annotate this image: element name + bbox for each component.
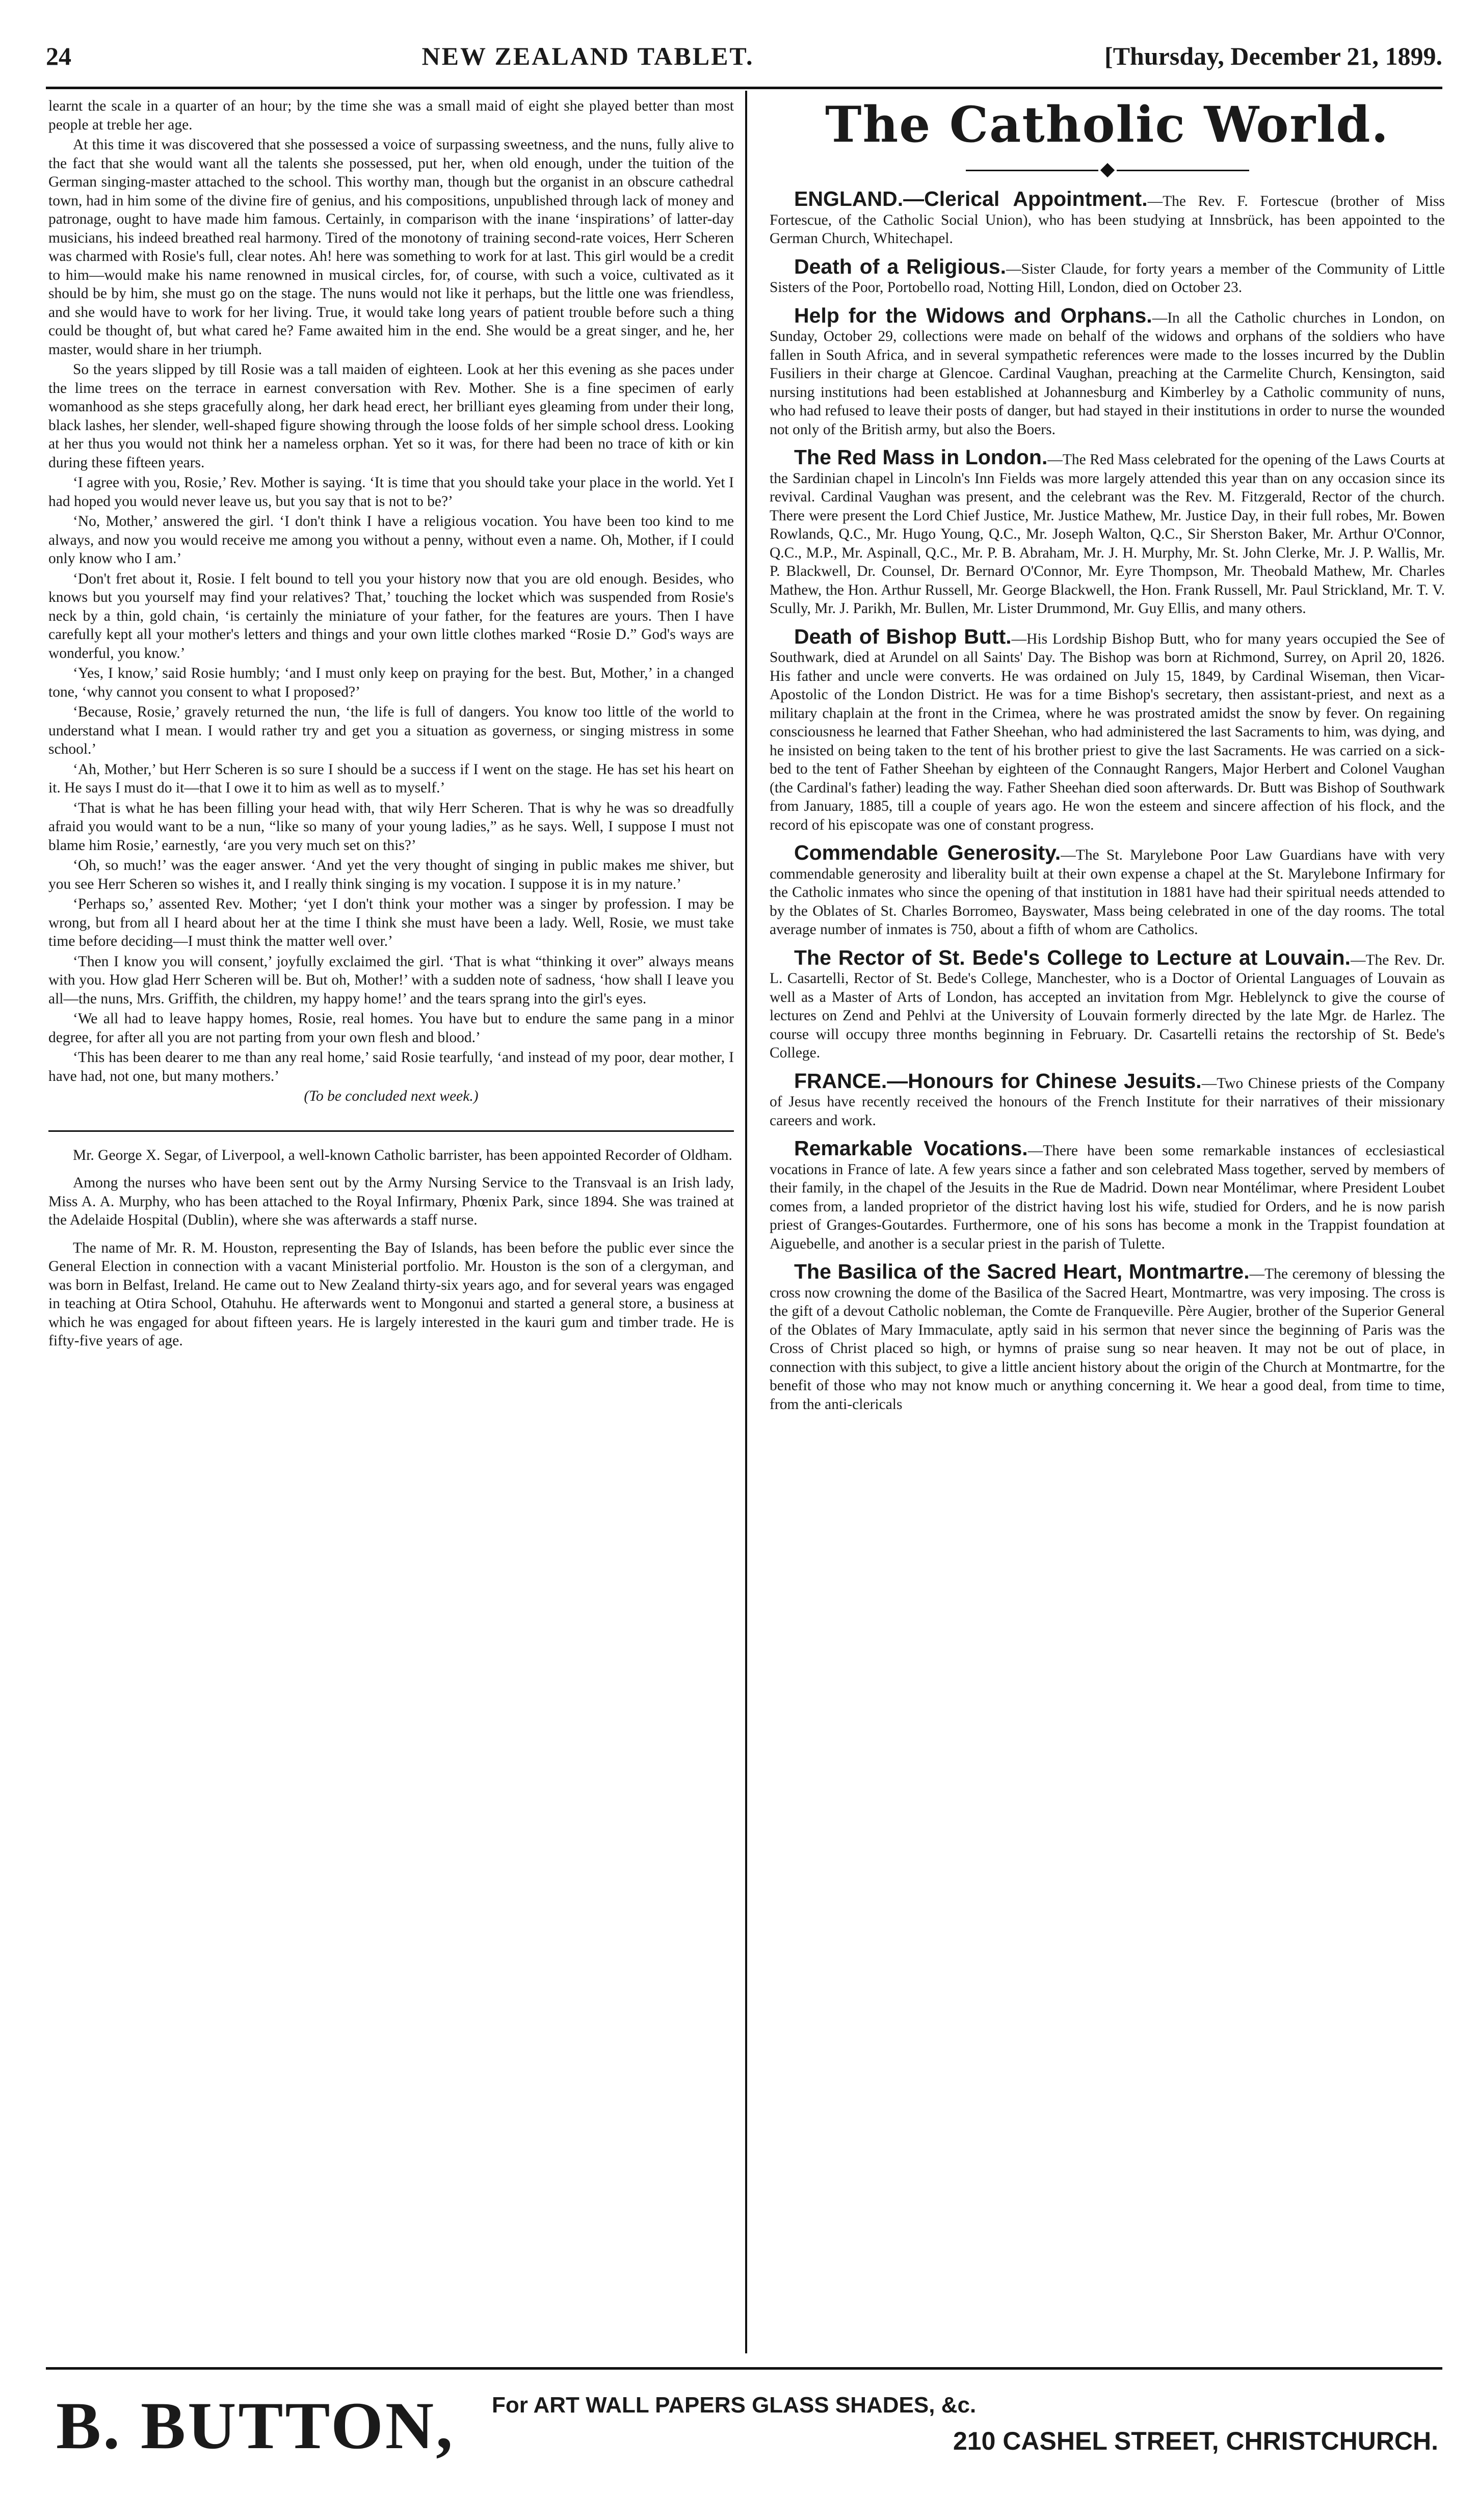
section-separator [48,1130,734,1132]
news-item-heading: Commendable Generosity. [794,841,1061,864]
news-item [770,945,1445,1063]
news-item-body: —The St. Marylebone Poor Law Guardians have with very commendable generosity and liberality built at their own expense a chapel at the St. Marylebone Infirmary for the Catholic inmates who since the opening of that institution in 1881 have had their spiritual needs attended to by the Oblates of St. Charles Borromeo, Bayswater, Mass being celebrated in one of the day rooms. The total average number of inmates is 750, about a fifth of whom are Catholics. [770,847,1445,938]
news-item [770,624,1445,835]
news-item-body: —The Rev. F. Fortescue (brother of Miss Fortescue, of the Catholic Social Union), who has been studying at Innsbrück, has been appointed to the German Church, Whitechapel. [770,193,1445,247]
story-paragraph: ‘Because, Rosie,’ gravely returned the nun, ‘the life is full of dangers. You know too little of the world to understand what I mean. I would rather try and get you a situation as governess, or singing mistress in some school.’ [48,704,734,757]
story-paragraph: ‘Ah, Mother,’ but Herr Scheren is so sure I should be a success if I went on the stage. He has set his heart on it. He says I must do it—that I owe it to him as well as to myself.’ [48,761,734,796]
news-item [770,254,1445,297]
title-ornament [770,165,1445,175]
news-item-heading: The Basilica of the Sacred Heart, Montmartre. [794,1260,1250,1283]
news-item-heading: The Rector of St. Bede's College to Lecture at Louvain. [794,945,1351,969]
advertiser-address: 210 CASHEL STREET, CHRISTCHURCH. [953,2427,1439,2455]
news-item-heading: Death of Bishop Butt. [794,624,1012,648]
ornament-line [1117,170,1249,171]
advertiser-name: B. BUTTON, [56,2388,455,2463]
news-item-heading: Death of a Religious. [794,254,1006,278]
news-item-body: —His Lordship Bishop Butt, who for many years occupied the See of Southwark, died at Arundel on all Saints' Day. The Bishop was born at Richmond, Surrey, on April 20, 1826. His father and uncle were converts. He was ordained on July 15, 1849, by Cardinal Wiseman, then Vicar-Apostolic of the London District. He was for a time Bishop's secretary, then assistant-priest, and next as a military chaplain at the front in the Crimea, where he was prostrated amidst the snow by fever. On regaining consciousness he learned that Father Sheehan, who had administered the last Sacraments to him, was dying, and he insisted on being taken to the tent of his brother priest to give the last Sacraments. He was carried on a sick-bed to the tent of Father Sheehan by eighteen of the Connaught Rangers, Major Herbert and Colonel Vaughan (the Cardinal's father) leading the way. Father Sheehan died soon afterwards. Dr. Butt was Bishop of Southwark from January, 1885, till a couple of years ago. He won the esteem and sincere affection of his flock, and the record of his episcopate was one of constant progress. [770,630,1445,833]
news-item [770,843,1445,939]
advertisement-tagline: For ART WALL PAPERS GLASS SHADES, &c. [492,2393,977,2418]
news-item [770,1069,1445,1130]
page-number: 24 [46,42,71,70]
story-paragraph: ‘Perhaps so,’ assented Rev. Mother; ‘yet I don't think your mother was a singer by profession. I may be wrong, but from all I heard about her at the time I think she must have been a lady. Well, Rosie, we must take time before deciding—I must think the matter well over.’ [48,896,734,949]
news-item-body: —The Red Mass celebrated for the opening of the Laws Courts at the Sardinian chapel in Lincoln's Inn Fields was more largely attended this year than on any occasion since its revival. Cardinal Vaughan was present, and the celebrant was the Rev. M. Fitzgerald, Rector of the church. There were present the Lord Chief Justice, Mr. Justice Mathew, Mr. Justice Day, in their full robes, Mr. Bowen Rowlands, Q.C., Mr. Hugo Young, Q.C., Mr. Joseph Walton, Q.C., Sir Sherston Baker, Mr. Arthur O'Connor, Q.C., M.P., Mr. Aspinall, Q.C., Mr. P. B. Abraham, Mr. J. H. Murphy, Mr. St. John Clerke, Mr. J. P. Wallis, Mr. P. Blackwell, Dr. Counsel, Dr. Bernard O'Connor, Mr. Eyre Thompson, Mr. Theobald Mathew, Mr. Charles Mathew, the Hon. Arthur Russell, Mr. George Blackwell, the Hon. Frank Russell, Mr. Paul Strickland, Mr. T. V. Scully, Mr. J. Parikh, Mr. Bullen, Mr. Lister Drummond, Mr. Guy Ellis, and many others. [770,452,1445,617]
header-rule [46,87,1442,89]
story-paragraph: ‘Oh, so much!’ was the eager answer. ‘And yet the very thought of singing in public makes me shiver, but you see Herr Scheren so wishes it, and I really think singing is my vocation. I suppose it is in my nature.’ [48,857,734,892]
news-item [770,1262,1445,1414]
news-item [770,187,1445,248]
news-item-body: —Sister Claude, for forty years a member of the Community of Little Sisters of the Poor, Portobello road, Notting Hill, London, died on October 23. [770,260,1445,296]
news-item-heading: FRANCE.—Honours for Chinese Jesuits. [794,1069,1202,1093]
story-paragraph: ‘We all had to leave happy homes, Rosie, real homes. You have but to endure the same pang in a minor degree, for after all you are not parting from your own flesh and blood.’ [48,1011,734,1046]
news-item [770,445,1445,618]
advertisement-footer [46,2377,1442,2464]
page-header [46,36,1442,76]
story-paragraph: ‘Yes, I know,’ said Rosie humbly; ‘and I must only keep on praying for the best. But, Mother,’ in a changed tone, ‘why cannot you consent to what I proposed?’ [48,665,734,700]
section-title: The Catholic World. [825,96,1389,153]
story-paragraph: ‘I agree with you, Rosie,’ Rev. Mother is saying. ‘It is time that you should take your place in the world. Yet I had hoped you would never leave us, but you say that is not to be?’ [48,474,734,510]
news-item [770,303,1445,439]
news-item-body: —The ceremony of blessing the cross now crowning the dome of the Basilica of the Sacred Heart, Montmartre, was very imposing. The cross is the gift of a devout Catholic nobleman, the Comte de Franqueville. Père Augier, brother of the Superior General of the Oblates of Mary Immaculate, aptly said in his sermon that never since the beginning of Paris was the Cross of Christ placed so high, or hymns of praise sung so near heaven. It may not be out of place, in connection with this subject, to give a little ancient history about the origin of the Church at Montmartre, for the benefit of those who may not know much or anything concerning it. We hear a good deal, from time to time, from the anti-clericals [770,1266,1445,1413]
footer-rule [46,2367,1442,2370]
story-paragraph: ‘That is what he has been filling your head with, that wily Herr Scheren. That is why he was so dreadfully afraid you would want to be a nun, “like so many of your young ladies,” as he says. Well, I suppose I must not blame him Rosie,’ earnestly, ‘are you very much set on this?’ [48,800,734,854]
news-item-body: —In all the Catholic churches in London, on Sunday, October 29, collections were made on behalf of the widows and orphans of the soldiers who have fallen in South Africa, and in several sympathetic references were made to the losses incurred by the Dublin Fusiliers in their charge at Glencoe. Cardinal Vaughan, preaching at the Carmelite Church, Kensington, said nursing institutions had been established at Johannesburg and Kimberley by a Catholic community of nuns, who had refused to leave their posts of danger, but had stayed in their institutions in order to nurse the wounded not only of the British army, but also the Boers. [770,309,1445,438]
news-item [770,1136,1445,1253]
story-paragraph: So the years slipped by till Rosie was a tall maiden of eighteen. Look at her this evening as she paces under the lime trees on the terrace in earnest conversation with Rev. Mother. She is a fine specimen of early womanhood as she steps gracefully along, her dark head erect, her brilliant eyes gleaming from under their long, black lashes, her slender, well-shaped figure showing through the loose folds of her simple school dress. Looking at her thus you would not think her a nameless orphan. Yet so it was, for there had been no trace of kith or kin during these fifteen years. [48,361,734,471]
story-paragraph: At this time it was discovered that she possessed a voice of surpassing sweetness, and the nuns, fully alive to the fact that she would want all the talents she possessed, put her, when old enough, under the tuition of the German singing-master attached to the school. This worthy man, though but the organist in an obscure cathedral town, had in him some of the divine fire of genius, and his compositions, unpublished through lack of money and patronage, ought to have made him famous. Certainly, in comparison with the inane ‘inspirations’ of latter-day musicians, his indeed breathed real harmony. Tired of the monotony of training second-rate voices, Herr Scheren was charmed with Rosie's full, clear notes. Ah! here was something to work for at last. This girl would be a credit to him—would make his name renowned in musical circles, for, of course, with such a voice, cultivated as it should be by him, she must go on the stage. The nuns would not like it perhaps, but the little one was friendless, and she would have to work for her living. True, it would take long years of patient trouble before such a thing could be thought of, but what cared he? Fame awaited him in the end. She would be a great singer, and he, her master, would share in her triumph. [48,137,734,358]
news-item-body: —The Rev. Dr. L. Casartelli, Rector of St. Bede's College, Manchester, who is a Doctor of Oriental Languages of Louvain as well as a Master of Arts of London, has accepted an invitation from Mgr. Heblelynck to give the course of lectures on Zend and Pehlvi at the University of Louvain formerly directed by the late Mgr. de Harlez. The course will occupy three months beginning in February. Dr. Casartelli retains the rectorship of St. Bede's College. [770,951,1445,1061]
news-item-body: —There have been some remarkable instances of ecclesiastical vocations in France of late. A few years since a father and son celebrated Mass together, served by members of their family, in the chapel of the Jesuits in the Rue de Madrid. Down near Montélimar, where President Loubet comes from, a landed proprietor of the district having lost his wife, studied for Orders, and he is now parish priest of Granges-Goutardes. Furthermore, one of his sons has become a monk in the Trappist foundation at Aiguebelle, and another is a secular priest in the parish of Tulette. [770,1143,1445,1252]
story-paragraph: ‘Then I know you will consent,’ joyfully exclaimed the girl. ‘That is what “thinking it over” always means with you. How glad Herr Scheren will be. But oh, Mother!’ with a sudden note of sadness, ‘how shall I leave you all—the nuns, Mrs. Griffith, the children, my happy home!’ and the tears sprang into the girl's eyes. [48,953,734,1007]
right-column [770,97,1445,1415]
story-paragraph: learnt the scale in a quarter of an hour; by the time she was a small maid of eight she played better than most people at treble her age. [48,98,734,133]
issue-date: [Thursday, December 21, 1899. [1104,42,1442,70]
news-item-body: —Two Chinese priests of the Company of Jesus have recently received the honours of the French Institute for their narratives of their missionary careers and work. [770,1075,1445,1129]
news-item-heading: Remarkable Vocations. [794,1136,1028,1160]
story-conclusion-note: (To be concluded next week.) [304,1088,479,1104]
news-item-heading: ENGLAND.—Clerical Appointment. [794,187,1148,210]
story-paragraph: ‘This has been dearer to me than any real home,’ said Rosie tearfully, ‘and instead of my poor, dear mother, I have had, not one, but many mothers.’ [48,1049,734,1084]
column-divider [745,91,747,2353]
news-paragraph: Among the nurses who have been sent out by the Army Nursing Service to the Transvaal is an Irish lady, Miss A. A. Murphy, who has been attached to the Royal Infirmary, Phœnix Park, since 1894. She was trained at the Adelaide Hospital (Dublin), where she was afterwards a staff nurse. [48,1175,734,1228]
diamond-icon [1100,163,1114,177]
story-paragraph: ‘No, Mother,’ answered the girl. ‘I don't think I have a religious vocation. You have been too kind to me always, and now you would receive me among you without a penny, without even a name. Oh, Mother, if I could only know who I am.’ [48,513,734,567]
left-column [48,97,734,1352]
news-paragraph: Mr. George X. Segar, of Liverpool, a well-known Catholic barrister, has been appointed Recorder of Oldham. [73,1147,732,1163]
news-paragraph: The name of Mr. R. M. Houston, representing the Bay of Islands, has been before the public ever since the General Election in connection with a vacant Ministerial portfolio. Mr. Houston is the son of a clergyman, and was born in Belfast, Ireland. He came out to New Zealand thirty-six years ago, and for several years was engaged in teaching at Otira School, Otahuhu. He afterwards went to Mongonui and started a general store, a business at which he was engaged for about fifteen years. He is largely interested in the kauri gum and timber trade. He is fifty-five years of age. [48,1239,734,1349]
news-item-heading: Help for the Widows and Orphans. [794,303,1152,327]
news-item-heading: The Red Mass in London. [794,445,1048,469]
newspaper-title: NEW ZEALAND TABLET. [421,42,754,70]
ornament-line [966,170,1098,171]
story-paragraph: ‘Don't fret about it, Rosie. I felt bound to tell you your history now that you are old enough. Besides, who knows but you yourself may find your relatives? That,’ touching the locket which was suspended from Rosie's neck by a thin, gold chain, ‘is certainly the miniature of your father, for the features are yours. Then I have carefully kept all your mother's letters and things and your own little clothes marked “Rosie D.” God's ways are wonderful, you know.’ [48,570,734,661]
